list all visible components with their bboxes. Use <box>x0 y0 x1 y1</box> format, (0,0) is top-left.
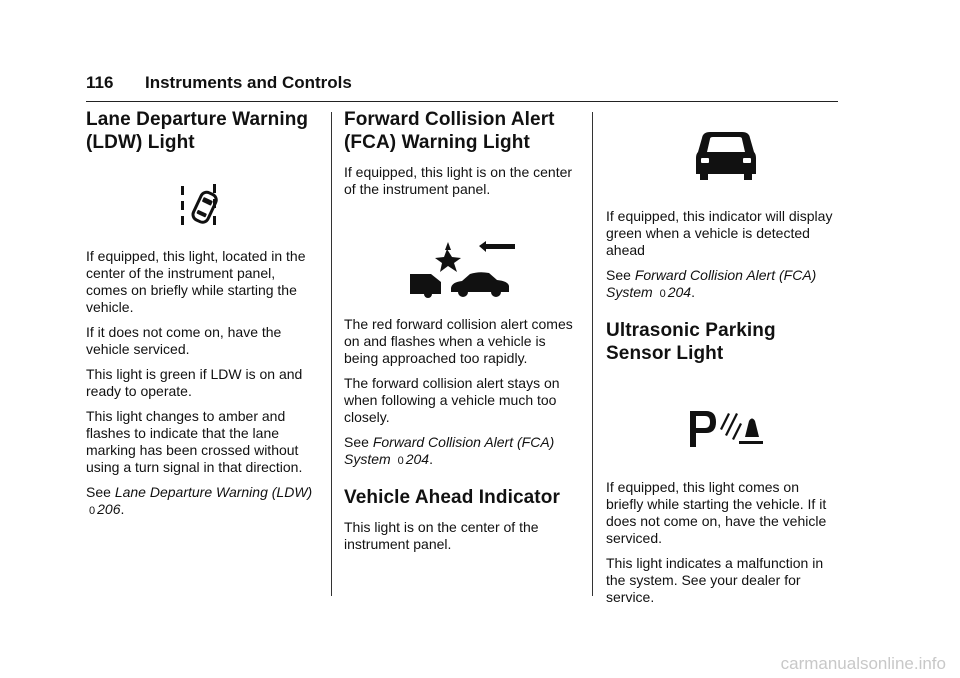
see-label: See <box>606 267 631 283</box>
fca-ref-page[interactable]: 204 <box>405 451 430 467</box>
column-lane-departure <box>86 108 318 528</box>
parking-sensor-icon <box>606 375 838 471</box>
watermark: carmanualsonline.info <box>780 654 946 673</box>
ldw-paragraph: This light changes to amber and flashes to indicate that the lane marking has been crossed without using a turn signal in that direction. <box>86 408 303 475</box>
page-arrow-icon: 0 <box>659 288 666 300</box>
page-arrow-icon: 0 <box>89 505 96 517</box>
fca-heading-line1: Forward Collision Alert <box>344 109 555 130</box>
see-label: See <box>86 484 111 500</box>
page-header <box>86 71 838 102</box>
section-title: Instruments and Controls <box>145 73 352 92</box>
vai-paragraph: If equipped, this indicator will display green when a vehicle is detected ahead <box>606 208 833 258</box>
ldw-reference: See Lane Departure Warning (LDW) 0 206. <box>86 484 313 517</box>
page-arrow-icon: 0 <box>397 455 404 467</box>
fca-paragraph: The forward collision alert stays on when following a vehicle much too closely. <box>344 375 560 425</box>
column-divider <box>331 112 332 596</box>
ldw-heading <box>86 108 318 154</box>
upa-heading-line1: Ultrasonic Parking <box>606 320 776 341</box>
fca-reference: See Forward Collision Alert (FCA) System 0 204. <box>344 434 555 467</box>
ldw-ref-link[interactable]: Lane Departure Warning (LDW) <box>114 484 313 500</box>
see-label: See <box>344 434 369 450</box>
upa-heading <box>606 319 838 365</box>
ldw-heading-line2: (LDW) Light <box>86 132 195 153</box>
ldw-paragraph: This light is green if LDW is on and ready to operate. <box>86 366 303 399</box>
page-number: 116 <box>86 73 114 92</box>
vai-paragraph: This light is on the center of the instrument panel. <box>344 519 539 552</box>
vai-ref-page[interactable]: 204 <box>667 284 692 300</box>
forward-collision-icon <box>344 206 576 310</box>
upa-heading-line2: Sensor Light <box>606 343 724 364</box>
upa-paragraph: If equipped, this light comes on briefly while starting the vehicle. If it does not come on, have the vehicle serviced. <box>606 479 827 546</box>
vai-ref-link[interactable]: Forward Collision Alert (FCA) System <box>606 267 817 300</box>
vai-reference: See Forward Collision Alert (FCA) System 0 204. <box>606 267 817 300</box>
fca-heading <box>344 108 576 154</box>
column-vehicle-ahead-and-parking <box>606 108 838 614</box>
fca-heading-line2: (FCA) Warning Light <box>344 132 530 153</box>
fca-ref-link[interactable]: Forward Collision Alert (FCA) System <box>344 434 555 467</box>
upa-paragraph: This light indicates a malfunction in the system. See your dealer for service. <box>606 555 824 605</box>
ldw-paragraph: If equipped, this light, located in the center of the instrument panel, comes on briefly while starting the vehicle. <box>86 248 306 315</box>
fca-paragraph: The red forward collision alert comes on and flashes when a vehicle is being approached too rapidly. <box>344 316 573 366</box>
vai-heading: Vehicle Ahead Indicator <box>344 487 560 508</box>
fca-paragraph: If equipped, this light is on the center of the instrument panel. <box>344 164 573 197</box>
column-forward-collision <box>344 108 576 561</box>
ldw-ref-page[interactable]: 206 <box>97 501 121 517</box>
column-divider <box>592 112 593 596</box>
lane-departure-icon <box>86 164 318 236</box>
ldw-paragraph: If it does not come on, have the vehicle serviced. <box>86 324 282 357</box>
vehicle-ahead-icon <box>606 108 838 204</box>
ldw-heading-line1: Lane Departure Warning <box>86 109 309 130</box>
